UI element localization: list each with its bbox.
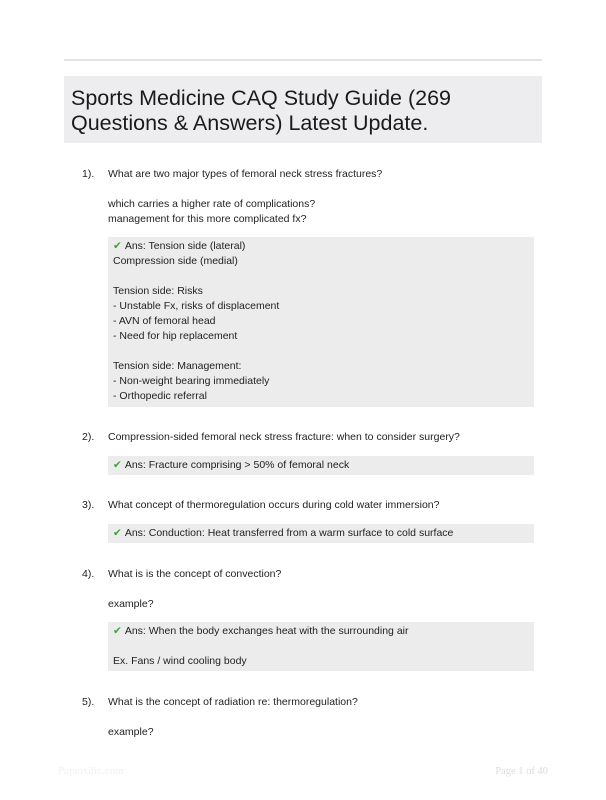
answer-line: - Unstable Fx, risks of displacement [113, 300, 280, 312]
question-text [108, 498, 538, 513]
answer-line: - Need for hip replacement [113, 330, 238, 342]
question-line [108, 182, 538, 197]
question-number: 5). [82, 696, 95, 708]
answer-line: Compression side (medial) [113, 255, 238, 267]
question-line: What are two major types of femoral neck stress fractures? [108, 168, 383, 180]
answer-line: Tension side: Management: [113, 360, 242, 372]
answer-line: Tension side: Risks [113, 285, 203, 297]
answer-line: ✔ Ans: When the body exchanges heat with the surrounding air [113, 625, 409, 637]
answer-line: - AVN of femoral head [113, 315, 216, 327]
page-number: Page 1 of 40 [495, 766, 548, 777]
answer-2 [108, 456, 534, 475]
title-banner [64, 76, 542, 143]
question-line: What concept of thermoregulation occurs during cold water immersion? [108, 499, 440, 511]
answer-3 [108, 524, 534, 543]
answer-line: ✔ Ans: Conduction: Heat transferred from a warm surface to cold surface [113, 527, 454, 539]
answer-line: - Non-weight bearing immediately [113, 375, 270, 387]
checkmark-icon: ✔ [113, 240, 122, 252]
answer-1 [108, 237, 534, 407]
question-line: example? [108, 726, 154, 738]
question-line [108, 582, 538, 597]
checkmark-icon: ✔ [113, 625, 122, 637]
answer-4 [108, 622, 534, 671]
question-number: 2). [82, 431, 95, 443]
question-text [108, 567, 538, 612]
question-text [108, 167, 538, 227]
question-line: management for this more complicated fx? [108, 213, 307, 225]
question-text [108, 695, 538, 740]
top-divider [64, 59, 542, 61]
answer-line [113, 269, 534, 284]
answer-line: ✔ Ans: Fracture comprising > 50% of femoral neck [113, 459, 350, 471]
checkmark-icon: ✔ [113, 527, 122, 539]
checkmark-icon: ✔ [113, 459, 122, 471]
question-line: example? [108, 598, 154, 610]
question-line: What is the concept of radiation re: thermoregulation? [108, 696, 358, 708]
answer-line: - Orthopedic referral [113, 390, 207, 402]
question-number: 3). [82, 499, 95, 511]
document-title: Sports Medicine CAQ Study Guide (269 Questions & Answers) Latest Update. [71, 86, 452, 135]
question-number: 4). [82, 568, 95, 580]
answer-line: Ex. Fans / wind cooling body [113, 655, 247, 667]
footer-watermark: Papertific.com [58, 767, 124, 777]
question-number: 1). [82, 168, 95, 180]
answer-line: ✔ Ans: Tension side (lateral) [113, 240, 246, 252]
answer-line [113, 639, 534, 654]
question-line: What is is the concept of convection? [108, 568, 282, 580]
question-line: which carries a higher rate of complications? [108, 198, 316, 210]
question-text [108, 430, 538, 445]
question-line [108, 710, 538, 725]
question-line: Compression-sided femoral neck stress fracture: when to consider surgery? [108, 431, 460, 443]
answer-line [113, 344, 534, 359]
